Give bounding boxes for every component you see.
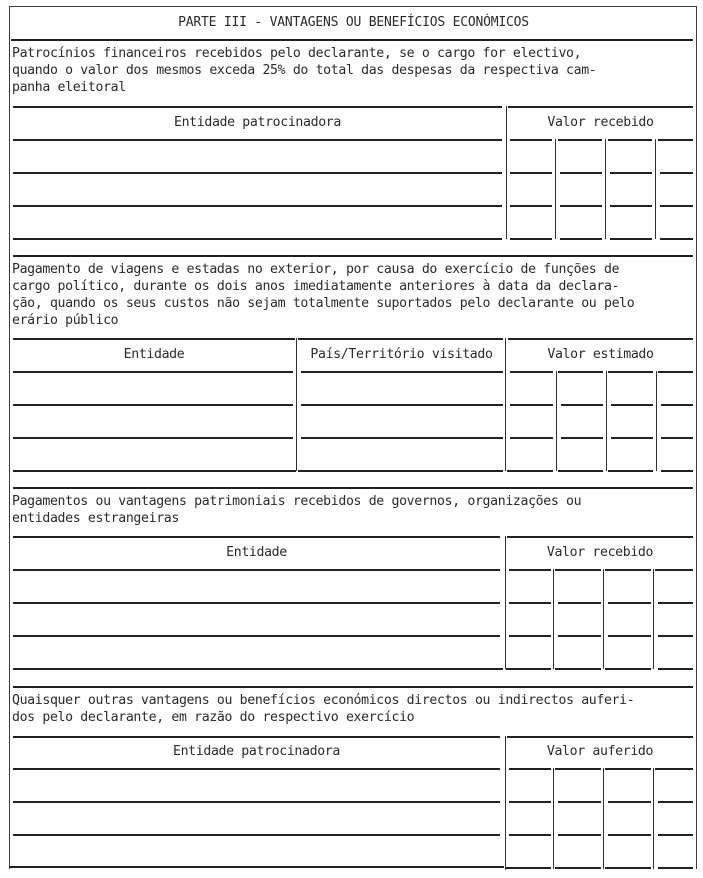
value-input-row-1[interactable] [508, 141, 693, 171]
value-input-row-2[interactable] [507, 803, 693, 833]
section-description: Pagamento de viagens e estadas no exterior, por causa do exercício de funções de [12, 262, 620, 277]
table-top-line [508, 106, 693, 108]
value-input-row-1[interactable] [507, 770, 693, 800]
value-input-row-1[interactable] [508, 373, 693, 403]
value-input-row-3[interactable] [508, 439, 693, 469]
value-input-row-1[interactable] [507, 571, 693, 601]
value-input-row-2[interactable] [508, 174, 693, 204]
table-top-line [507, 536, 693, 538]
value-input-row-3[interactable] [507, 637, 693, 667]
entity-input-row-1[interactable] [13, 141, 502, 171]
section-description: quando o valor dos mesmos exceda 25% do total das despesas da respectiva cam- [12, 63, 597, 78]
table-row-line [13, 238, 502, 240]
entity-input-row-1[interactable] [13, 770, 500, 800]
column-divider [505, 736, 506, 870]
value-segment-line [506, 867, 551, 869]
section-divider [13, 487, 693, 489]
table-top-line [298, 338, 503, 340]
value-segment-line [555, 668, 601, 670]
value-segment-line [605, 867, 651, 869]
entity-input-row-1[interactable] [13, 571, 500, 601]
table-row-line [13, 470, 296, 472]
column-header-value: Valor auferido [546, 744, 654, 759]
table-top-line [508, 338, 693, 340]
column-header-country: País/Território visitado [310, 347, 493, 362]
value-segment-line [510, 238, 552, 240]
value-segment-line [605, 668, 651, 670]
value-input-row-3[interactable] [508, 207, 693, 237]
section-description: dos pelo declarante, em razão do respectivo exercício [12, 710, 415, 725]
country-input-row-3[interactable] [298, 439, 504, 469]
country-input-row-2[interactable] [298, 406, 504, 436]
table-top-line [13, 536, 500, 538]
value-input-row-3[interactable] [507, 836, 693, 866]
column-header-entity: Entidade patrocinadora [174, 115, 341, 130]
column-header-entity: Entidade patrocinadora [173, 744, 340, 759]
value-segment-line [658, 867, 693, 869]
table-top-line [507, 736, 693, 738]
column-divider [506, 106, 507, 239]
section-description: cargo político, durante os dois anos imediatamente anteriores à data da declara- [12, 279, 620, 294]
entity-input-row-3[interactable] [13, 439, 295, 469]
section-description: erário público [12, 313, 119, 328]
entity-input-row-3[interactable] [13, 207, 502, 237]
section-description: ção, quando os seus custos não sejam totalmente suportados pelo declarante ou pelo [12, 296, 635, 311]
country-input-row-1[interactable] [298, 373, 504, 403]
table-row-line [13, 668, 503, 670]
table-top-line [13, 338, 295, 340]
section-divider [13, 686, 693, 688]
value-segment-line [560, 238, 602, 240]
section-description: panha eleitoral [12, 80, 126, 95]
page-title: PARTE III - VANTAGENS OU BENEFÍCIOS ECONÓMICOS [178, 15, 529, 30]
entity-input-row-2[interactable] [13, 604, 500, 634]
column-header-value: Valor recebido [546, 545, 654, 560]
value-segment-line [658, 668, 693, 670]
entity-input-row-1[interactable] [13, 373, 295, 403]
table-row-line [298, 470, 503, 472]
value-segment-line [558, 470, 603, 472]
entity-input-row-3[interactable] [13, 836, 500, 866]
entity-input-row-3[interactable] [13, 637, 500, 667]
value-segment-line [660, 238, 693, 240]
entity-input-row-2[interactable] [13, 406, 295, 436]
section-description: entidades estrangeiras [12, 511, 179, 526]
column-divider [505, 338, 506, 471]
section-description: Quaisquer outras vantagens ou benefícios económicos directos ou indirectos auferi- [12, 693, 635, 708]
table-top-line [13, 106, 502, 108]
form-bottom-border [9, 866, 504, 868]
section-divider [13, 255, 693, 257]
value-segment-line [506, 668, 551, 670]
table-top-line [13, 736, 500, 738]
section-description: Patrocínios financeiros recebidos pelo declarante, se o cargo for electivo, [12, 46, 582, 61]
value-input-row-2[interactable] [508, 406, 693, 436]
value-segment-line [661, 470, 693, 472]
entity-input-row-2[interactable] [13, 803, 500, 833]
section-description: Pagamentos ou vantagens patrimoniais recebidos de governos, organizações ou [12, 494, 582, 509]
value-segment-line [610, 238, 652, 240]
column-header-entity: Entidade [123, 347, 185, 362]
column-header-entity: Entidade [226, 545, 287, 560]
value-segment-line [555, 867, 601, 869]
entity-input-row-2[interactable] [13, 174, 502, 204]
title-divider [11, 39, 693, 41]
column-header-value: Valor recebido [547, 115, 654, 130]
value-input-row-2[interactable] [507, 604, 693, 634]
value-segment-line [608, 470, 653, 472]
column-divider [296, 338, 297, 471]
value-segment-line [507, 470, 553, 472]
column-header-value: Valor estimado [547, 347, 654, 362]
column-divider [505, 536, 506, 669]
